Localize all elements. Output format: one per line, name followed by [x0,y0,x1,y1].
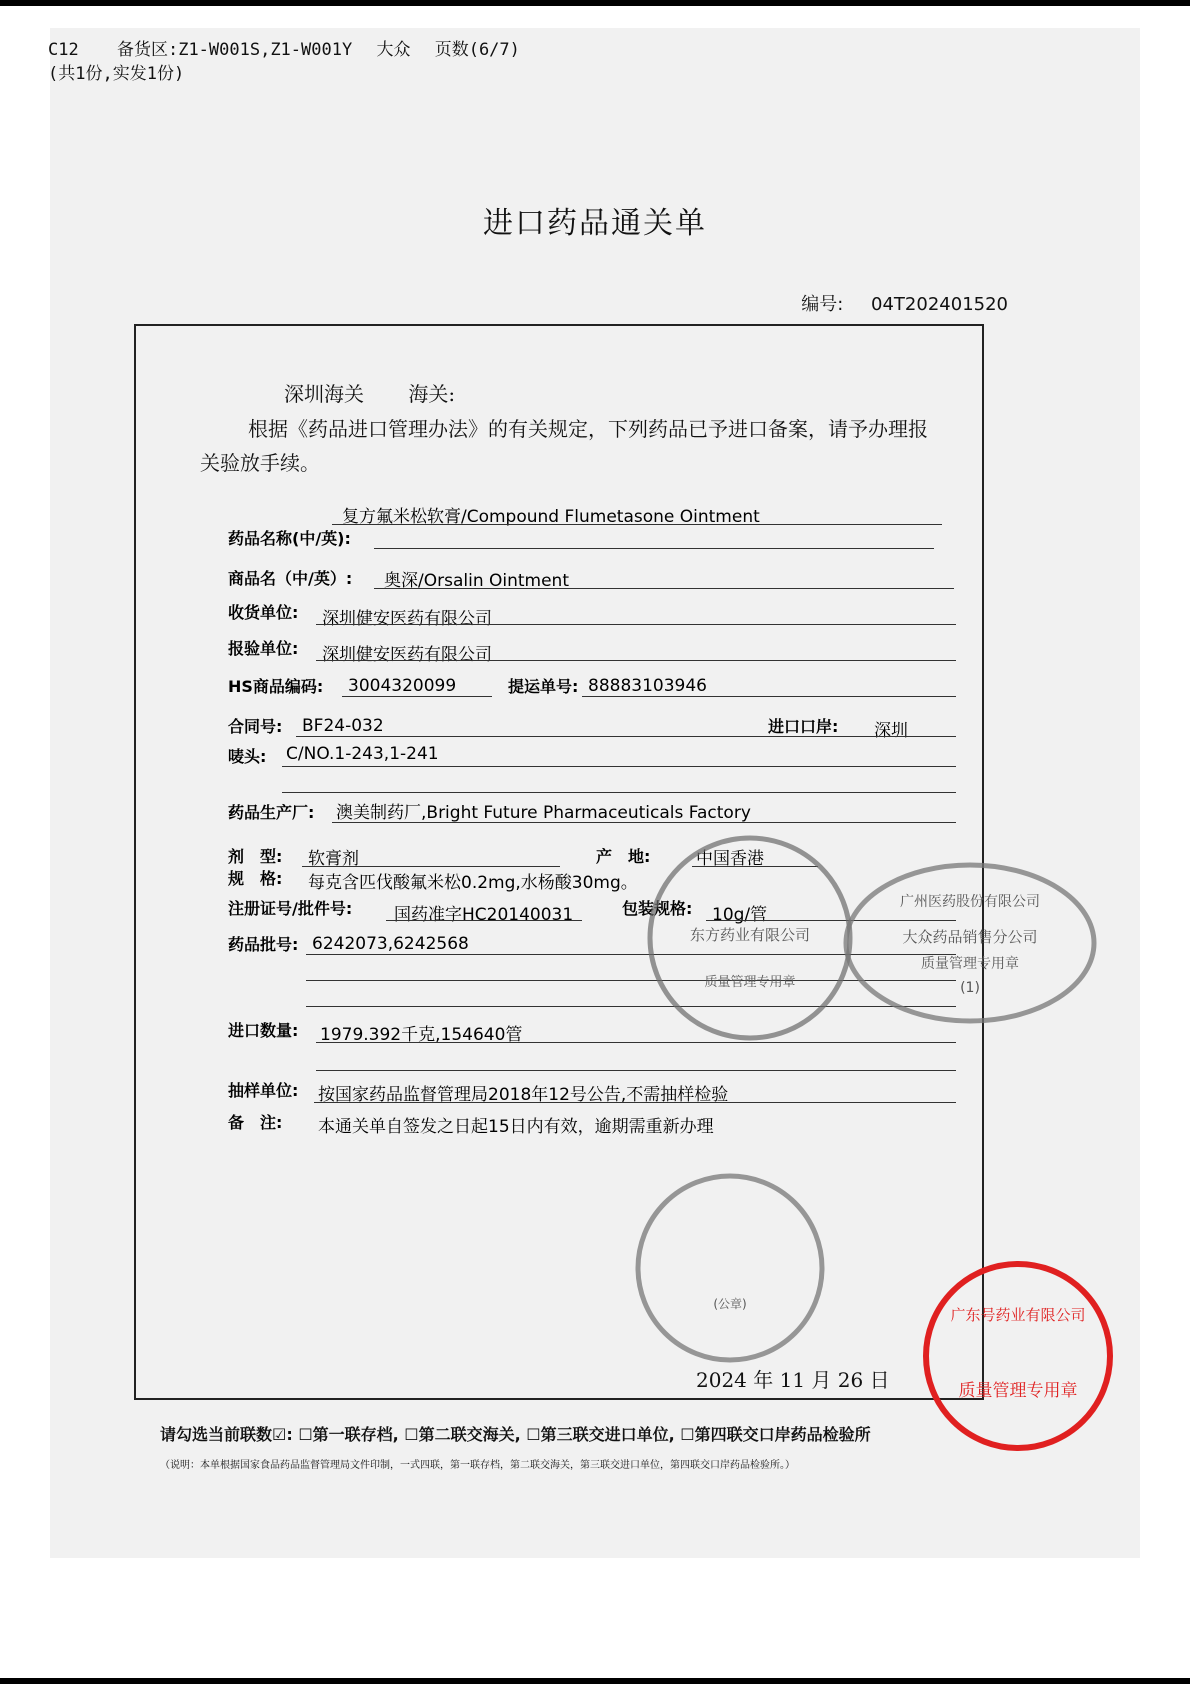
issue-date: 2024 年 11 月 26 日 [696,1368,890,1392]
print-copies: (共1份,实发1份) [48,64,185,84]
dongfang-seal-purpose: 质量管理专用章 [704,975,796,990]
origin-value: 中国香港 [696,849,764,869]
red-seal-company: 广东号药业有限公司 [950,1306,1086,1324]
consignee-underline [316,624,956,625]
dosage-form-value: 软膏剂 [308,849,359,869]
contract-label: 合同号: [228,717,283,736]
marks-underline-2 [282,792,956,793]
addressee [284,378,493,407]
trade-name-value: 奥深/Orsalin Ointment [384,571,569,591]
consignee-value: 深圳健安医药有限公司 [322,609,492,629]
marks-underline [282,766,956,767]
declarant-value: 深圳健安医药有限公司 [322,645,492,665]
consignee-label: 收货单位: [228,603,299,622]
dosage-form-underline [302,866,560,867]
dongfang-quality-seal [640,828,860,1048]
serial-value: 04T202401520 [871,294,1008,315]
hs-code-label: HS商品编码: [228,677,324,696]
market-supervision-seal [630,1168,830,1368]
port-value: 深圳 [874,721,908,741]
bill-number-label: 提运单号: [508,677,579,696]
guangzhou-pharma-seal [840,858,1100,1028]
package-label: 包装规格: [622,899,693,918]
hs-code-underline [342,696,492,697]
spec-value: 每克含匹伐酸氟米松0.2mg,水杨酸30mg。 [308,873,638,893]
top-border-bar [0,0,1190,6]
quantity-value: 1979.392千克,154640管 [320,1025,523,1045]
quantity-underline [316,1042,956,1043]
sampling-underline [314,1102,956,1103]
bill-number-value: 88883103946 [588,676,707,696]
drug-name-label: 药品名称(中/英): [228,529,351,548]
document-title: 进口药品通关单 [483,206,707,241]
dongfang-seal-name: 东方药业有限公司 [689,926,811,944]
manufacturer-value: 澳美制药厂,Bright Future Pharmaceuticals Factory [336,803,751,823]
dosage-form-label: 剂 型: [228,847,283,866]
quantity-underline-2 [316,1070,956,1071]
red-seal-purpose: 质量管理专用章 [958,1381,1078,1401]
declarant-label: 报验单位: [228,639,299,658]
print-area: 备货区:Z1-W001S,Z1-W001Y [116,40,353,60]
print-pages: 页数(6/7) [434,40,520,60]
remark-label: 备 注: [228,1113,283,1132]
origin-label: 产 地: [596,847,651,866]
bottom-border-bar [0,1678,1190,1684]
sampling-value: 按国家药品监督管理局2018年12号公告,不需抽样检验 [318,1085,729,1105]
registration-value: 国药准字HC20140031 [394,905,574,925]
print-client: 大众 [376,40,411,60]
contract-underline [296,736,956,737]
drug-name-underline-2 [374,548,934,549]
declarant-underline [316,660,956,661]
red-quality-seal [918,1256,1118,1456]
hs-code-value: 3004320099 [348,676,457,696]
sampling-label: 抽样单位: [228,1081,299,1100]
package-value: 10g/管 [712,905,768,925]
copy-selection-line: 请勾选当前联数☑: ☐第一联存档, ☐第二联交海关, ☐第三联交进口单位, ☐第四联交口岸药品检验所 [160,1425,871,1444]
guangzhou-seal-branch: 大众药品销售分公司 [902,928,1038,946]
print-header-line-1 [48,38,520,62]
manufacturer-label: 药品生产厂: [228,803,315,822]
print-header [48,38,520,86]
drug-name-value: 复方氟米松软膏/Compound Flumetasone Ointment [342,507,760,527]
marks-value: C/NO.1-243,1-241 [286,744,439,764]
addressee-customs: 深圳海关 [284,382,364,406]
print-code: C12 [48,40,79,60]
official-seal-text: (公章) [713,1297,747,1311]
drug-name-underline [332,524,942,525]
bill-number-underline [582,696,956,697]
quantity-label: 进口数量: [228,1021,299,1040]
copy-note-line: （说明：本单根据国家食品药品监督管理局文件印制，一式四联，第一联存档，第二联交海关，第三联交进口单位，第四联交口岸药品检验所。） [160,1460,795,1471]
remark-value: 本通关单自签发之日起15日内有效，逾期需重新办理 [318,1117,714,1137]
marks-label: 唛头: [228,747,267,766]
trade-name-label: 商品名（中/英）: [228,569,353,588]
contract-value: BF24-032 [302,716,384,736]
spec-label: 规 格: [228,869,283,888]
port-label: 进口口岸: [768,717,839,736]
trade-name-underline [374,588,954,589]
registration-underline [386,920,582,921]
addressee-suffix: 海关: [408,382,456,406]
intro-paragraph: 根据《药品进口管理办法》的有关规定，下列药品已予进口备案，请予办理报关验放手续。 [200,417,928,475]
manufacturer-underline [332,822,956,823]
batch-value: 6242073,6242568 [312,934,469,954]
guangzhou-seal-company: 广州医药股份有限公司 [900,894,1040,910]
batch-label: 药品批号: [228,935,299,954]
guangzhou-seal-number: (1) [960,980,980,996]
serial-label: 编号: [801,294,844,315]
guangzhou-seal-purpose: 质量管理专用章 [921,956,1019,972]
serial-number [801,290,1008,316]
registration-label: 注册证号/批件号: [228,899,353,918]
